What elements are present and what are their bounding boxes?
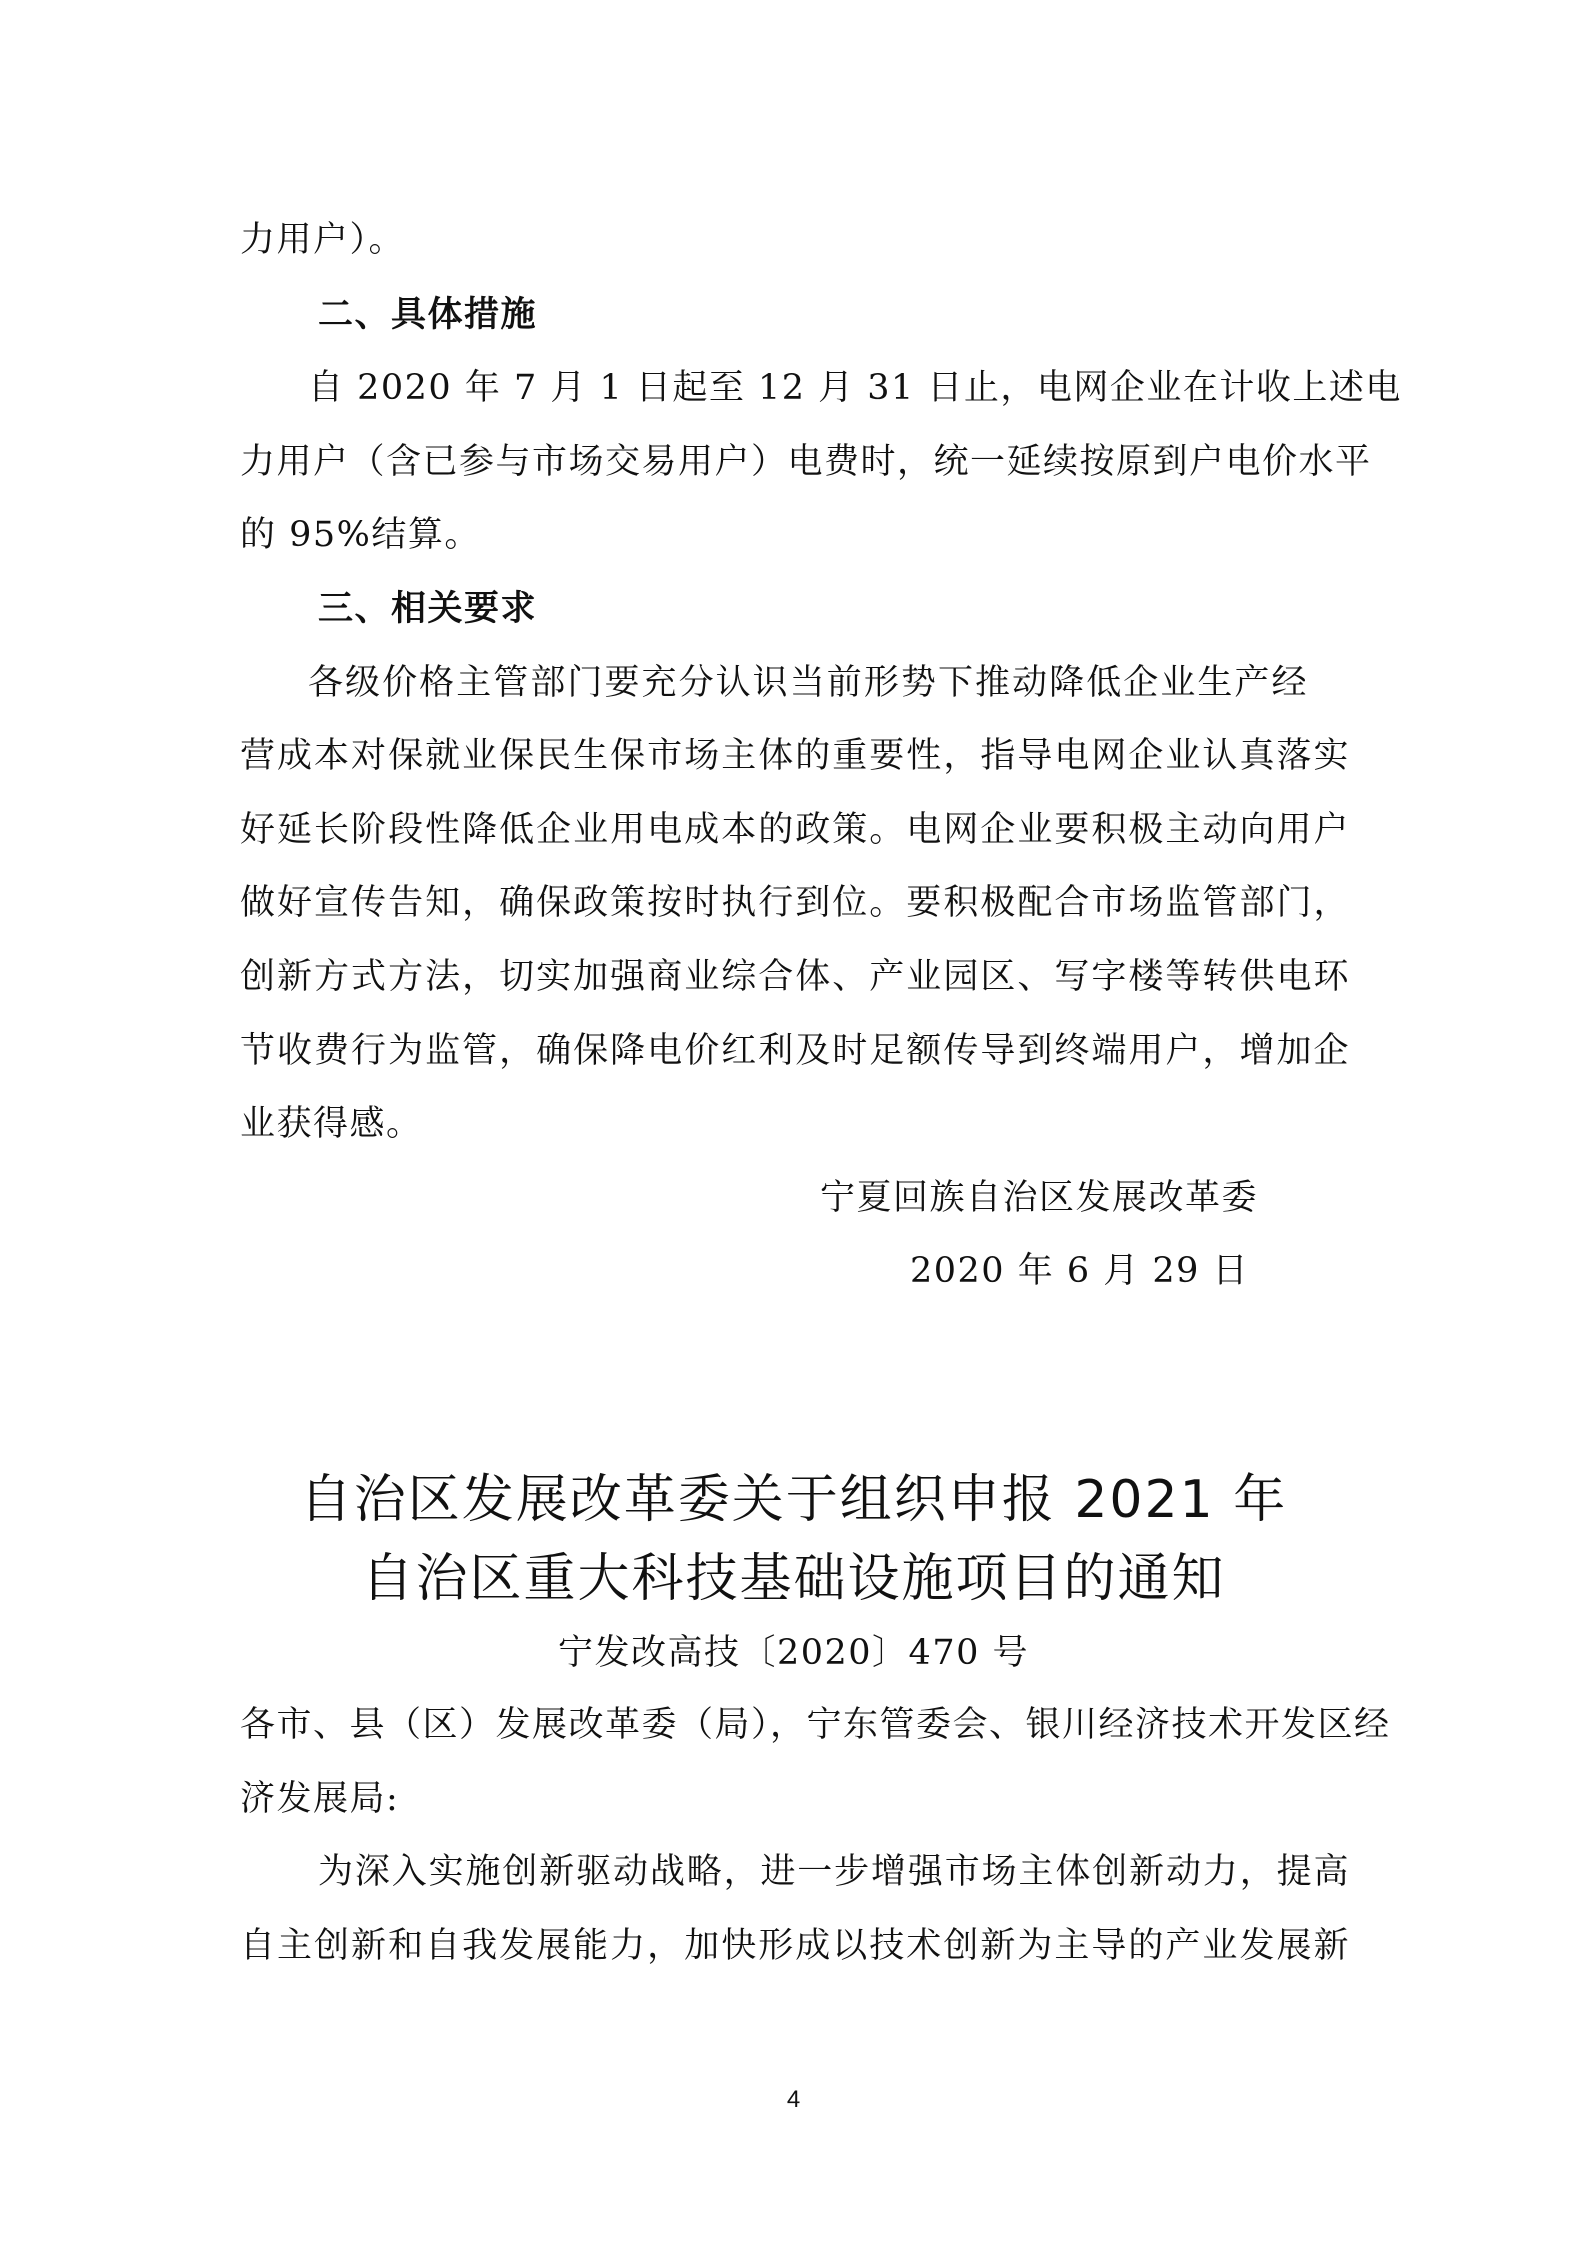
section2-paragraph-line-2: 力用户（含已参与市场交易用户）电费时，统一延续按原到户电价水平 — [240, 442, 1372, 482]
notice-body-line-1: 为深入实施创新驱动战略，进一步增强市场主体创新动力，提高 — [318, 1852, 1350, 1892]
notice-recipients-line-2: 济发展局: — [240, 1779, 400, 1819]
notice-title-line-1: 自治区发展改革委关于组织申报 2021 年 — [299, 1470, 1288, 1530]
section3-paragraph-line-5: 创新方式方法，切实加强商业综合体、产业园区、写字楼等转供电环 — [240, 957, 1350, 997]
page-number: 4 — [786, 2086, 801, 2113]
signature-date: 2020 年 6 月 29 日 — [910, 1251, 1250, 1291]
section3-paragraph-line-6: 节收费行为监管，确保降电价红利及时足额传导到终端用户，增加企 — [240, 1031, 1350, 1071]
section3-paragraph-line-3: 好延长阶段性降低企业用电成本的政策。电网企业要积极主动向用户 — [240, 810, 1350, 850]
section2-paragraph-line-1: 自 2020 年 7 月 1 日起至 12 月 31 日止，电网企业在计收上述电 — [308, 368, 1402, 408]
notice-document-number: 宁发改高技〔2020〕470 号 — [557, 1633, 1029, 1673]
section2-heading: 二、具体措施 — [318, 294, 538, 335]
section1-tail-line: 力用户）。 — [240, 220, 406, 260]
section3-paragraph-line-4: 做好宣传告知，确保政策按时执行到位。要积极配合市场监管部门， — [240, 883, 1350, 923]
notice-recipients-line-1: 各市、县（区）发展改革委（局），宁东管委会、银川经济技术开发区经 — [240, 1705, 1391, 1745]
section3-paragraph-line-1: 各级价格主管部门要充分认识当前形势下推动降低企业生产经 — [308, 663, 1308, 703]
section3-heading: 三、相关要求 — [318, 588, 538, 629]
signature-organization: 宁夏回族自治区发展改革委 — [820, 1178, 1259, 1218]
notice-body-line-2: 自主创新和自我发展能力，加快形成以技术创新为主导的产业发展新 — [240, 1926, 1350, 1966]
section2-paragraph-line-3: 的 95%结算。 — [240, 515, 481, 555]
section3-paragraph-line-2: 营成本对保就业保民生保市场主体的重要性，指导电网企业认真落实 — [240, 736, 1350, 776]
notice-title-line-2: 自治区重大科技基础设施项目的通知 — [361, 1549, 1226, 1609]
section3-paragraph-line-7: 业获得感。 — [240, 1104, 423, 1144]
